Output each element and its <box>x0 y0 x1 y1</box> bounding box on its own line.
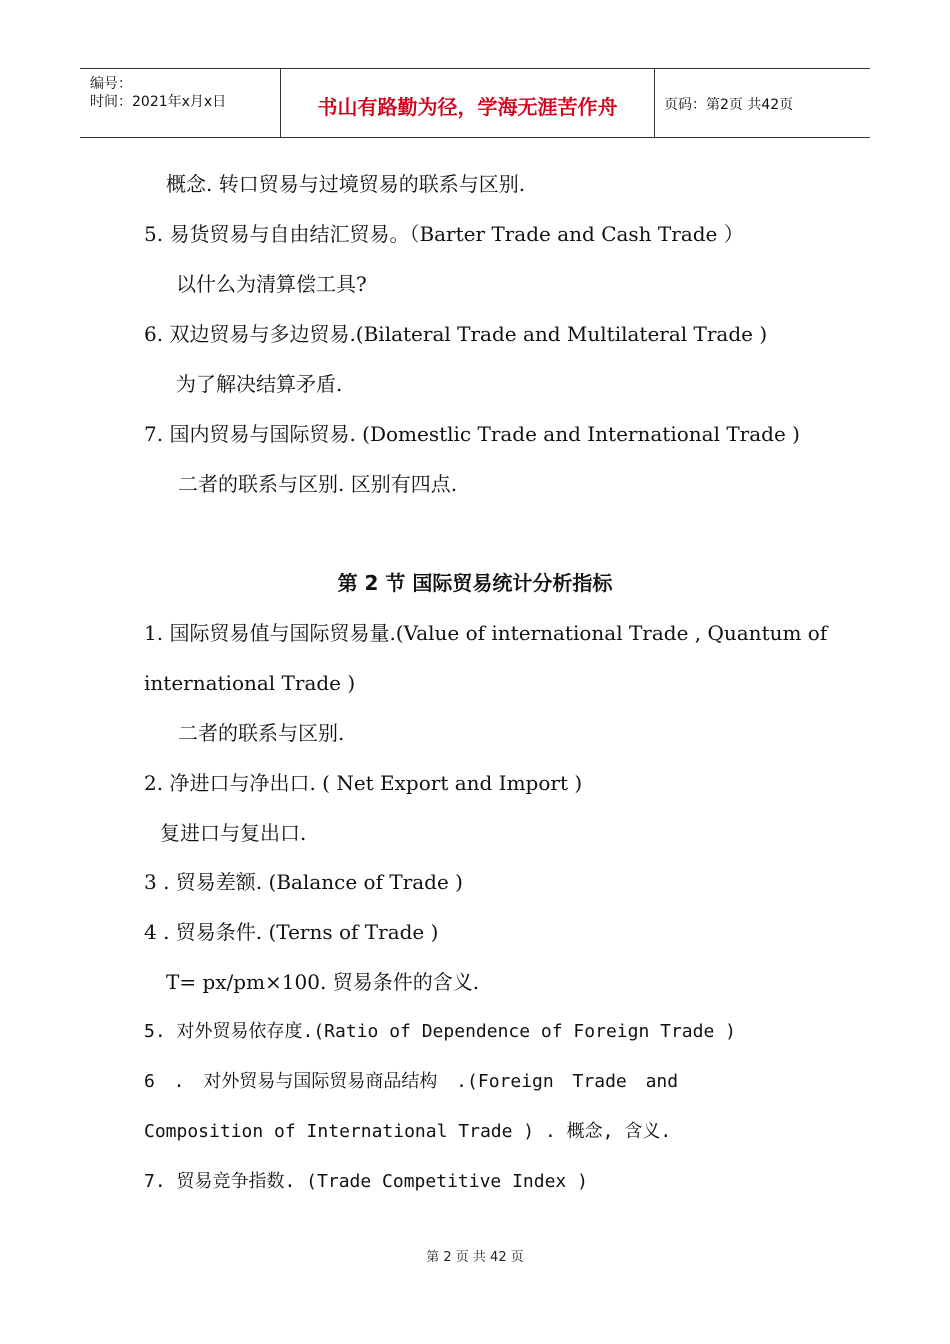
list-item: 4 . 贸易条件. (Terns of Trade ) <box>144 920 439 944</box>
text-line: 复进口与复出口. <box>160 821 307 845</box>
list-item: 5. 易货贸易与自由结汇贸易。（Barter Trade and Cash Trade ） <box>144 222 744 246</box>
text-line: 二者的联系与区别. 区别有四点. <box>178 472 458 496</box>
text-line: international Trade ) <box>144 671 356 695</box>
list-item: 1. 国际贸易值与国际贸易量.(Value of international Trade , Quantum of <box>144 621 828 645</box>
motto: 书山有路勤为径，学海无涯苦作舟 <box>317 95 618 119</box>
list-item: 3 . 贸易差额. (Balance of Trade ) <box>144 870 463 894</box>
header-motto-cell <box>280 69 655 137</box>
page-header <box>80 68 870 138</box>
list-item: 7. 贸易竞争指数. (Trade Competitive Index ) <box>144 1171 588 1192</box>
text-line: 概念. 转口贸易与过境贸易的联系与区别. <box>166 172 526 196</box>
list-item: 7. 国内贸易与国际贸易. (Domestlic Trade and International Trade ) <box>144 422 800 446</box>
page-info: 页码：第2页 共42页 <box>664 97 794 113</box>
formula-line: T= px/pm×100. 贸易条件的含义. <box>166 970 480 994</box>
text-line: 为了解决结算矛盾. <box>176 372 343 396</box>
text-line: 以什么为清算偿工具? <box>176 272 367 296</box>
header-info-cell <box>80 69 280 137</box>
text-line: 二者的联系与区别. <box>178 721 345 745</box>
doc-time: 时间：2021年x月x日 <box>90 94 227 110</box>
page-footer: 第 2 页 共 42 页 <box>426 1250 524 1265</box>
list-item: 5. 对外贸易依存度.(Ratio of Dependence of Foreign Trade ) <box>144 1021 736 1042</box>
list-item: 2. 净进口与净出口. ( Net Export and Import ) <box>144 771 583 795</box>
doc-number-label: 编号： <box>90 76 132 92</box>
header-page-cell <box>654 69 870 137</box>
section-heading: 第 2 节 国际贸易统计分析指标 <box>337 571 613 595</box>
list-item: 6 . 对外贸易与国际贸易商品结构 .(Foreign Trade and <box>144 1071 679 1092</box>
text-line: Composition of International Trade ) . 概念, 含义. <box>144 1121 672 1142</box>
list-item: 6. 双边贸易与多边贸易.(Bilateral Trade and Multilateral Trade ) <box>144 322 768 346</box>
